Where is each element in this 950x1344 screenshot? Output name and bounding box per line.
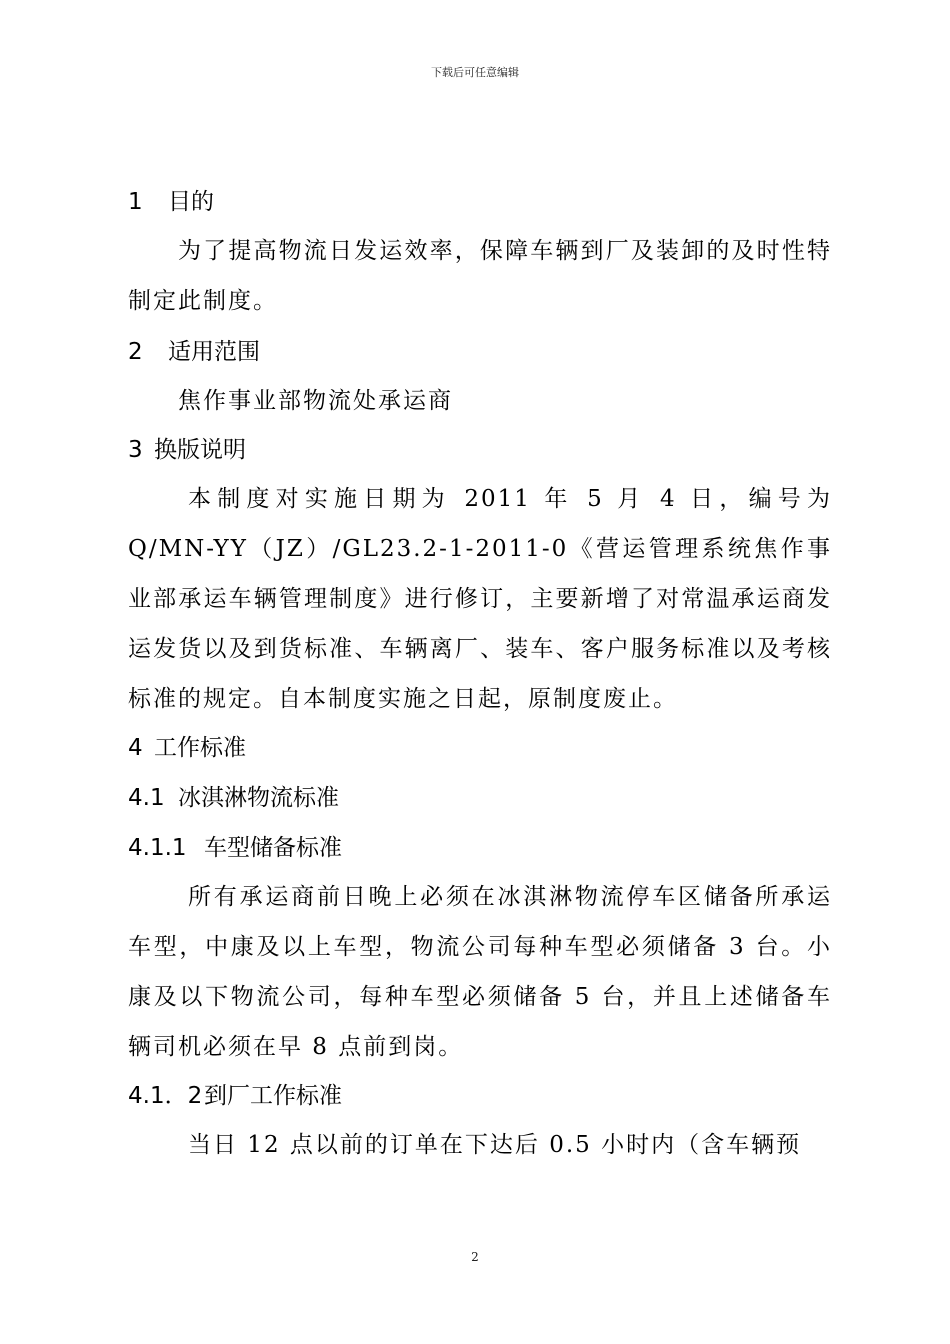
section-paragraph: 为了提高物流日发运效率，保障车辆到厂及装卸的及时性特制定此制度。 (128, 238, 832, 314)
section-heading-4-1 (128, 782, 832, 814)
section-title: 工作标准 (154, 735, 246, 761)
section-paragraph: 本制度对实施日期为 2011 年 5 月 4 日，编号为 Q/MN-YY（JZ）/GL23.2-1-2011-0《营运管理系统焦作事业部承运车辆管理制度》进行修订，主要新增了对常温承运商发运发货以及到货标准、车辆离厂、装车、客户服务标准以及考核标准的规定。自本制度实施之日起，原制度废止。 (128, 486, 832, 712)
section-paragraph: 焦作事业部物流处承运商 (178, 388, 453, 414)
section-heading-1 (128, 186, 832, 218)
section-number: 4 (128, 735, 143, 761)
section-number: 4.1．2 (128, 1083, 203, 1109)
section-number: 1 (128, 189, 143, 215)
section-number: 3 (128, 437, 143, 463)
section-paragraph: 当日 12 点以前的订单在下达后 0.5 小时内（含车辆预 (188, 1132, 802, 1158)
section-number: 4.1 (128, 785, 165, 811)
section-title: 车型储备标准 (204, 835, 342, 861)
page-header: 下载后可任意编辑 (431, 66, 519, 79)
document-body (128, 186, 832, 1170)
section-title: 换版说明 (154, 437, 246, 463)
section-title: 到厂工作标准 (204, 1083, 342, 1109)
section-title: 目的 (168, 189, 214, 215)
section-heading-2 (128, 336, 832, 368)
section-title: 冰淇淋物流标准 (178, 785, 339, 811)
section-number: 2 (128, 339, 143, 365)
section-heading-4-1-1 (128, 832, 832, 864)
section-title: 适用范围 (168, 339, 260, 365)
section-heading-4-1-2 (128, 1080, 832, 1112)
section-heading-4 (128, 732, 832, 764)
section-paragraph: 所有承运商前日晚上必须在冰淇淋物流停车区储备所承运车型，中康及以上车型，物流公司每种车型必须储备 3 台。小康及以下物流公司，每种车型必须储备 5 台，并且上述储备车辆司机必须在早 8 点前到岗。 (128, 884, 832, 1060)
section-heading-3 (128, 434, 832, 466)
page-number: 2 (471, 1250, 479, 1264)
section-number: 4.1.1 (128, 835, 187, 861)
